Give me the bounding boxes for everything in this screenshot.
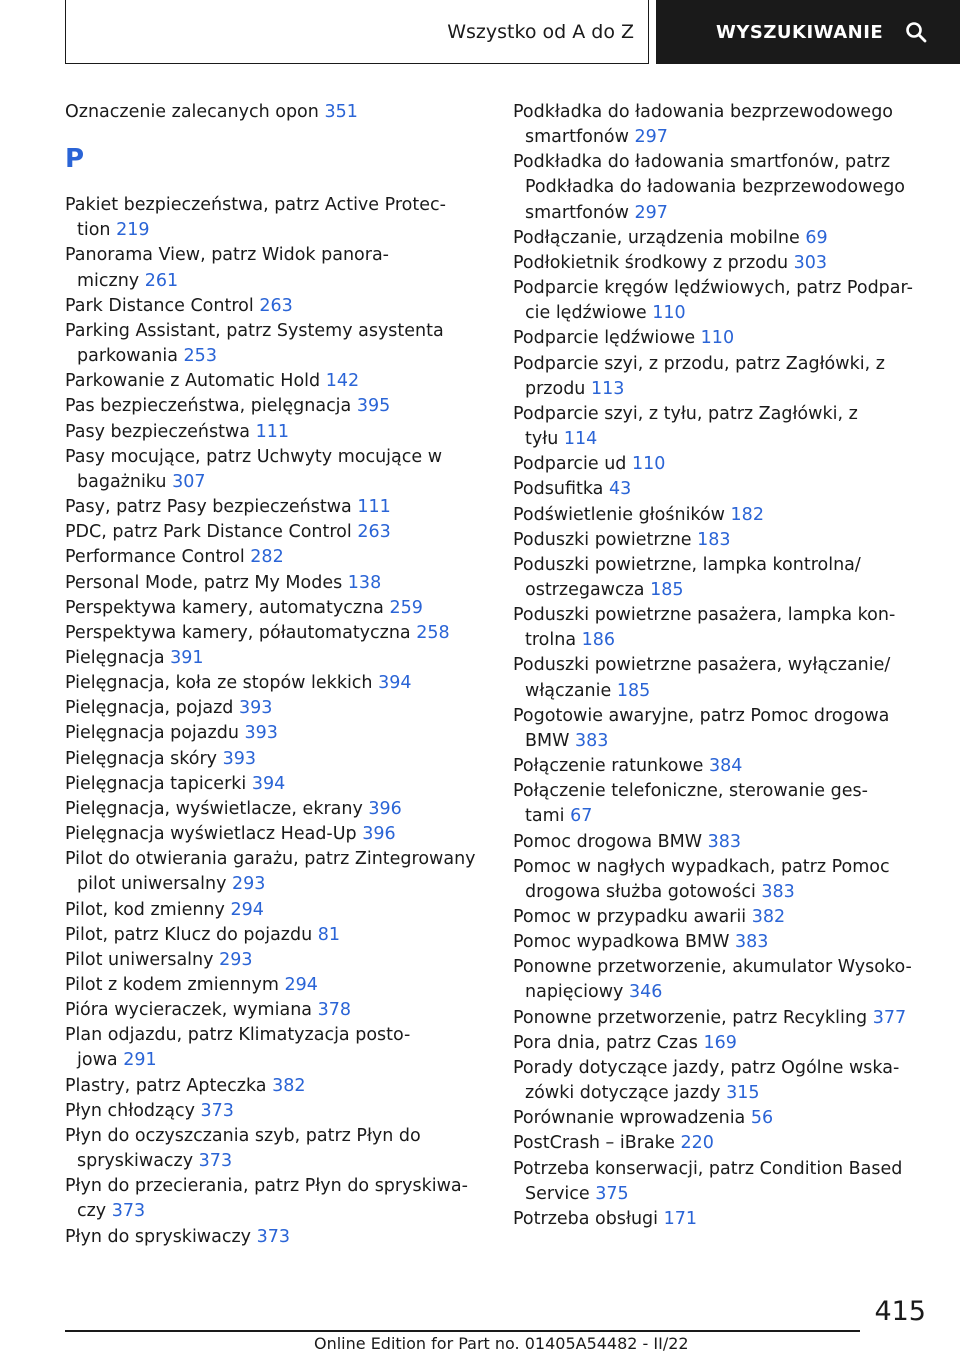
index-entry <box>513 855 933 905</box>
page-reference-link[interactable]: 183 <box>697 529 731 550</box>
entry-text: Pielęgnacja, koła ze stopów lekkich <box>65 673 373 694</box>
index-entry <box>513 553 933 603</box>
page-reference-link[interactable]: 169 <box>703 1032 737 1053</box>
index-entry <box>65 898 485 923</box>
index-entry <box>65 369 485 394</box>
entry-text: Pasy bezpieczeństwa <box>65 421 251 442</box>
entry-text: Płyn do przecierania, patrz Płyn do spryskiwa- <box>65 1176 468 1197</box>
page-reference-link[interactable]: 110 <box>700 328 735 349</box>
page-reference-link[interactable]: 185 <box>650 579 684 600</box>
entry-text: Pogotowie awaryjne, patrz Pomoc drogowa <box>513 705 890 726</box>
page-reference-link[interactable]: 258 <box>416 622 450 643</box>
index-entry <box>513 251 933 276</box>
entry-text: Pióra wycieraczek, wymiana <box>65 1000 313 1021</box>
index-entry <box>65 495 485 520</box>
search-label: WYSZUKIWANIE <box>716 21 884 43</box>
entry-text: Podkładka do ładowania smartfonów, patrz <box>513 152 891 173</box>
entry-text-continuation: Podkładka do ładowania bezprzewodowego <box>525 177 906 198</box>
index-entry <box>513 326 933 351</box>
index-entry <box>65 1174 485 1224</box>
index-entry <box>513 276 933 326</box>
index-entry <box>65 100 485 125</box>
page-reference-link[interactable]: 377 <box>872 1007 907 1028</box>
entry-text: Podparcie lędźwiowe <box>513 328 696 349</box>
index-entry <box>65 545 485 570</box>
index-column-right <box>513 100 933 1232</box>
entry-text-continuation: cie lędźwiowe <box>525 303 647 324</box>
index-entry <box>513 402 933 452</box>
entry-text: Podparcie szyi, z tyłu, patrz Zagłówki, z <box>513 403 858 424</box>
index-entry <box>65 671 485 696</box>
entry-text: Pielęgnacja tapicerki <box>65 773 247 794</box>
page-reference-link[interactable]: 373 <box>111 1201 146 1222</box>
index-entry <box>65 646 485 671</box>
entry-text: Panorama View, patrz Widok panora- <box>65 245 389 266</box>
index-entry <box>65 571 485 596</box>
page-reference-link[interactable]: 182 <box>730 504 764 525</box>
index-entry <box>513 653 933 703</box>
page-reference-link[interactable]: 294 <box>230 899 264 920</box>
search-icon <box>905 21 927 43</box>
entry-text-continuation: ostrzegawcza <box>525 579 645 600</box>
entry-text-continuation: tion <box>77 220 111 241</box>
entry-text-continuation: smartfonów <box>525 202 629 223</box>
page-reference-link[interactable]: 142 <box>325 371 360 392</box>
entry-text: Plastry, patrz Apteczka <box>65 1075 267 1096</box>
index-entry <box>513 352 933 402</box>
entry-text: PDC, patrz Park Distance Control <box>65 522 352 543</box>
index-entry <box>513 1207 933 1232</box>
index-entry <box>513 830 933 855</box>
entry-text: Pilot uniwersalny <box>65 949 214 970</box>
page-reference-link[interactable]: 263 <box>357 522 391 543</box>
index-entry <box>513 503 933 528</box>
entry-text: Połączenie ratunkowe <box>513 756 704 777</box>
entry-text-continuation: Service <box>525 1183 590 1204</box>
page-reference-link[interactable]: 351 <box>324 102 358 122</box>
entry-text: Plan odjazdu, patrz Klimatyzacja posto- <box>65 1025 411 1046</box>
entry-text: Perspektywa kamery, automatyczna <box>65 597 384 618</box>
edition-text: Online Edition for Part no. 01405A54482 - II/22 <box>314 1334 689 1353</box>
page-reference-link[interactable]: 171 <box>663 1208 697 1229</box>
entry-text: Poduszki powietrzne <box>513 529 692 550</box>
entry-text: Potrzeba obsługi <box>513 1208 659 1229</box>
page-reference-link[interactable]: 375 <box>595 1183 629 1204</box>
index-entry <box>65 948 485 973</box>
index-entry <box>65 696 485 721</box>
entry-text-continuation: tami <box>525 806 565 827</box>
entry-text: Podparcie kręgów lędźwiowych, patrz Podpar- <box>513 278 913 299</box>
index-entry <box>65 1124 485 1174</box>
entry-text-continuation: czy <box>77 1201 107 1222</box>
index-entry <box>65 520 485 545</box>
entry-text: Perspektywa kamery, półautomatyczna <box>65 622 411 643</box>
entry-text-continuation: smartfonów <box>525 127 629 148</box>
index-entry <box>65 822 485 847</box>
page-reference-link[interactable]: 383 <box>735 932 769 953</box>
entry-text: Performance Control <box>65 547 245 568</box>
page-reference-link[interactable]: 383 <box>707 831 742 852</box>
page-reference-link[interactable]: 138 <box>347 572 382 593</box>
page-reference-link[interactable]: 56 <box>750 1108 774 1129</box>
page-reference-link[interactable]: 297 <box>634 202 668 223</box>
entry-text: Pas bezpieczeństwa, pielęgnacja <box>65 396 352 417</box>
page-reference-link[interactable]: 382 <box>751 907 786 927</box>
page-reference-link[interactable]: 110 <box>631 454 666 475</box>
entry-text: Połączenie telefoniczne, sterowanie ges- <box>513 781 868 802</box>
entry-text: Pasy, patrz Pasy bezpieczeństwa <box>65 497 352 518</box>
page-reference-link[interactable]: 383 <box>761 881 795 902</box>
entry-text: Pielęgnacja <box>65 647 165 668</box>
index-entry <box>65 294 485 319</box>
page-reference-link[interactable]: 293 <box>219 949 253 970</box>
entry-text-continuation: włączanie <box>525 680 612 701</box>
page-reference-link[interactable]: 294 <box>284 975 318 995</box>
entry-text: Podparcie ud <box>513 454 627 475</box>
entry-text: Podświetlenie głośników <box>513 504 725 525</box>
page-reference-link[interactable]: 393 <box>222 748 256 769</box>
entry-text: Porady dotyczące jazdy, patrz Ogólne wska- <box>513 1057 900 1078</box>
index-entry <box>513 779 933 829</box>
entry-text: Pilot, patrz Klucz do pojazdu <box>65 924 313 945</box>
entry-text-continuation: spryskiwaczy <box>77 1151 194 1172</box>
index-entry <box>65 772 485 797</box>
page-reference-link[interactable]: 373 <box>198 1151 233 1172</box>
entry-text-continuation: bagażniku <box>77 471 167 492</box>
entry-text: Pielęgnacja skóry <box>65 748 218 769</box>
index-entry <box>513 1006 933 1031</box>
entry-text-continuation: trolna <box>525 630 577 651</box>
entry-text: Pora dnia, patrz Czas <box>513 1032 698 1053</box>
page-reference-link[interactable]: 303 <box>793 252 828 273</box>
page-reference-link[interactable]: 346 <box>629 982 663 1003</box>
entry-text: Płyn do spryskiwaczy <box>65 1226 252 1247</box>
entry-text-continuation: miczny <box>77 270 140 291</box>
entry-text: Parkowanie z Automatic Hold <box>65 371 321 392</box>
page-reference-link[interactable]: 291 <box>123 1050 157 1071</box>
entry-text: Potrzeba konserwacji, patrz Condition Based <box>513 1158 903 1179</box>
page-reference-link[interactable]: 394 <box>251 773 286 794</box>
index-entry <box>65 797 485 822</box>
entry-text: Park Distance Control <box>65 295 254 316</box>
entry-text: Pomoc w nagłych wypadkach, patrz Pomoc <box>513 856 890 877</box>
index-entry <box>65 923 485 948</box>
entry-text: Parking Assistant, patrz Systemy asystenta <box>65 320 444 341</box>
entry-text: Płyn do oczyszczania szyb, patrz Płyn do <box>65 1125 421 1146</box>
page-reference-link[interactable]: 395 <box>356 396 391 417</box>
entry-text: Pilot z kodem zmiennym <box>65 975 279 995</box>
entry-text: Oznaczenie zalecanych opon <box>65 102 319 122</box>
index-entry <box>513 1031 933 1056</box>
index-entry <box>65 1023 485 1073</box>
index-entry <box>65 394 485 419</box>
entry-text: Personal Mode, patrz My Modes <box>65 572 343 593</box>
page-reference-link[interactable]: 378 <box>317 1000 351 1021</box>
index-entry <box>513 477 933 502</box>
entry-text: Ponowne przetworzenie, patrz Recykling <box>513 1007 868 1028</box>
index-entry <box>65 1099 485 1124</box>
entry-text: Podłączanie, urządzenia mobilne <box>513 227 800 248</box>
entry-text: Podparcie szyi, z przodu, patrz Zagłówki, z <box>513 353 885 374</box>
index-entry <box>513 150 933 225</box>
page-reference-link[interactable]: 396 <box>368 798 402 819</box>
header-section-title <box>65 0 649 64</box>
page-reference-link[interactable]: 263 <box>259 295 293 316</box>
entry-text: Pielęgnacja, pojazd <box>65 698 234 719</box>
entry-text: Pomoc wypadkowa BMW <box>513 932 730 953</box>
index-entry <box>65 1074 485 1099</box>
footer-divider <box>65 1330 860 1332</box>
index-entry <box>513 1157 933 1207</box>
index-letter-heading: P <box>65 144 85 175</box>
entry-text: Poduszki powietrzne pasażera, wyłączanie/ <box>513 655 891 676</box>
entry-text: Poduszki powietrzne pasażera, lampka kon- <box>513 605 896 626</box>
index-entry <box>65 596 485 621</box>
page-reference-link[interactable]: 186 <box>581 630 616 651</box>
entry-text: Pasy mocujące, patrz Uchwyty mocujące w <box>65 446 443 467</box>
page-reference-link[interactable]: 220 <box>680 1133 714 1154</box>
index-column-left <box>65 100 485 1250</box>
page-reference-link[interactable]: 393 <box>238 698 273 719</box>
index-entry <box>513 226 933 251</box>
entry-text: Pielęgnacja pojazdu <box>65 723 239 744</box>
index-entry <box>513 100 933 150</box>
page-reference-link[interactable]: 394 <box>378 673 412 694</box>
index-entry <box>65 193 485 243</box>
entry-text: Pomoc w przypadku awarii <box>513 907 747 927</box>
index-entry <box>513 528 933 553</box>
index-entry <box>513 704 933 754</box>
entry-text: Pilot do otwierania garażu, patrz Zintegrowany <box>65 849 476 870</box>
page-reference-link[interactable]: 113 <box>590 378 625 399</box>
entry-text-continuation: pilot uniwersalny <box>77 874 227 895</box>
entry-text: Ponowne przetworzenie, akumulator Wysoko- <box>513 957 912 978</box>
entry-text: Poduszki powietrzne, lampka kontrolna/ <box>513 554 861 575</box>
search-button[interactable] <box>656 0 960 64</box>
entry-text: Podłokietnik środkowy z przodu <box>513 252 789 273</box>
page-reference-link[interactable]: 382 <box>272 1075 306 1096</box>
section-title: Wszystko od A do Z <box>447 20 634 43</box>
index-entry <box>65 319 485 369</box>
entry-text-continuation: jowa <box>77 1050 118 1071</box>
entry-text: Pomoc drogowa BMW <box>513 831 703 852</box>
page-reference-link[interactable]: 261 <box>144 270 179 291</box>
index-entry <box>513 930 933 955</box>
page-reference-link[interactable]: 282 <box>250 547 284 568</box>
page-reference-link[interactable]: 253 <box>183 346 217 367</box>
entry-text: PostCrash – iBrake <box>513 1133 675 1154</box>
page-reference-link[interactable]: 373 <box>256 1226 290 1247</box>
page-reference-link[interactable]: 383 <box>575 730 609 751</box>
page-reference-link[interactable]: 391 <box>170 647 204 668</box>
page-number: 415 <box>874 1296 926 1327</box>
index-entry <box>65 721 485 746</box>
entry-text-continuation: BMW <box>525 730 570 751</box>
page-reference-link[interactable]: 110 <box>652 303 686 324</box>
page-reference-link[interactable]: 219 <box>116 220 150 241</box>
page-reference-link[interactable]: 67 <box>570 806 593 827</box>
entry-text-continuation: przodu <box>525 378 586 399</box>
index-entry <box>513 1056 933 1106</box>
page-reference-link[interactable]: 114 <box>563 429 598 450</box>
index-entry <box>513 1106 933 1131</box>
page-reference-link[interactable]: 307 <box>172 471 206 492</box>
entry-text: Pakiet bezpieczeństwa, patrz Active Protec- <box>65 195 446 216</box>
page-reference-link[interactable]: 293 <box>232 874 266 895</box>
entry-text: Pilot, kod zmienny <box>65 899 225 920</box>
index-entry <box>65 621 485 646</box>
index-entry <box>513 754 933 779</box>
index-entry <box>65 445 485 495</box>
page-reference-link[interactable]: 297 <box>634 127 668 148</box>
entry-text-continuation: parkowania <box>77 346 178 367</box>
page-reference-link[interactable]: 111 <box>255 421 289 442</box>
index-entry <box>513 603 933 653</box>
entry-text-continuation: tyłu <box>525 429 559 450</box>
index-entry <box>513 1131 933 1156</box>
index-entry <box>513 452 933 477</box>
page-reference-link[interactable]: 185 <box>616 680 651 701</box>
entry-text: Podsufitka <box>513 479 604 500</box>
entry-text-continuation: napięciowy <box>525 982 624 1003</box>
page-reference-link[interactable]: 259 <box>389 597 423 618</box>
page-reference-link[interactable]: 373 <box>200 1100 234 1121</box>
page-reference-link[interactable]: 384 <box>709 756 743 777</box>
index-entry <box>65 243 485 293</box>
page-reference-link[interactable]: 396 <box>362 824 396 845</box>
entry-text: Porównanie wprowadzenia <box>513 1108 746 1129</box>
index-entry <box>513 905 933 930</box>
index-entry <box>65 747 485 772</box>
index-entry <box>65 420 485 445</box>
entry-text: Podkładka do ładowania bezprzewodowego <box>513 102 894 122</box>
page-reference-link[interactable]: 81 <box>317 924 341 945</box>
index-entry <box>65 973 485 998</box>
entry-text: Pielęgnacja wyświetlacz Head-Up <box>65 824 357 845</box>
index-entry <box>65 1225 485 1250</box>
index-entry <box>65 847 485 897</box>
index-entry <box>65 998 485 1023</box>
page-reference-link[interactable]: 43 <box>608 479 632 500</box>
page-reference-link[interactable]: 315 <box>726 1083 760 1104</box>
index-entry <box>513 955 933 1005</box>
entry-text: Płyn chłodzący <box>65 1100 195 1121</box>
entry-text: Pielęgnacja, wyświetlacze, ekrany <box>65 798 363 819</box>
page-reference-link[interactable]: 69 <box>805 227 828 248</box>
entry-text-continuation: zówki dotyczące jazdy <box>525 1083 721 1104</box>
page-reference-link[interactable]: 393 <box>244 723 278 744</box>
page-reference-link[interactable]: 111 <box>357 497 391 518</box>
entry-text-continuation: drogowa służba gotowości <box>525 881 756 902</box>
